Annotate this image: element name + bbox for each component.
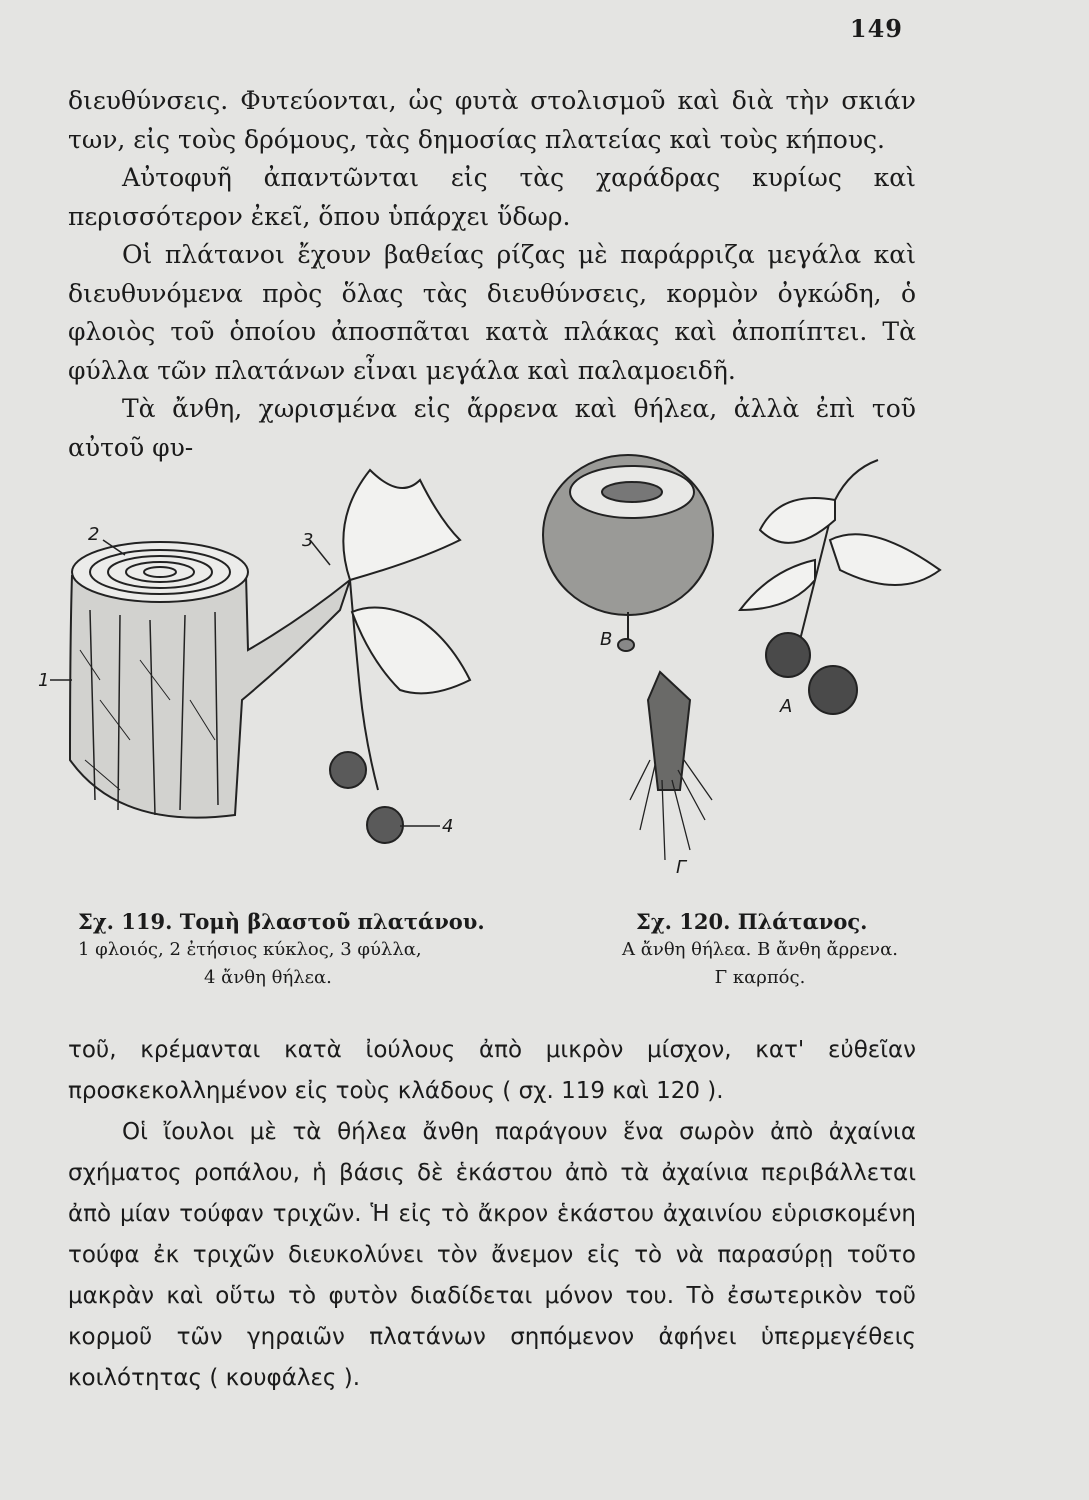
figure-120-female-flowers [740,460,940,714]
caption-line: 1 φλοιός, 2 ἐτήσιος κύκλος, 3 φύλλα, [78,939,422,960]
figure-119-caption [78,908,508,992]
fig119-label-2: 2 [88,524,100,545]
paragraph: τοῦ, κρέμανται κατὰ ἰούλους ἀπὸ μικρὸν μίσχον, κατ' εὐθεῖαν προσκεκολλημένον εἰς τοὺς κλάδους ( σχ. 119 καὶ 120 ). [68,1037,916,1104]
caption-line: Γ καρπός. [714,967,806,988]
figure-120-caption [600,908,920,992]
paragraph: Τὰ ἄνθη, χωρισμένα εἰς ἄρρενα καὶ θήλεα, ἀλλὰ ἐπὶ τοῦ αὐτοῦ φυ- [68,394,916,462]
paragraph: Οἱ πλάτανοι ἔχουν βαθείας ρίζας μὲ παράρριζα μεγάλα καὶ διευθυνόμενα πρὸς ὅλας τὰς διευθύνσεις, κορμὸν ὀγκώδη, ὁ φλοιὸς τοῦ ὁποίου ἀποσπᾶται κατὰ πλάκας καὶ ἀποπίπτει. Τὰ φύλλα τῶν πλατάνων εἶναι μεγάλα καὶ παλαμοειδῆ. [68,240,916,385]
paragraph: Οἱ ἴουλοι μὲ τὰ θήλεα ἄνθη παράγουν ἕνα σωρὸν ἀπὸ ἀχαίνια σχήματος ροπάλου, ἡ βάσις δὲ ἑκάστου ἀπὸ τὰ ἀχαίνια περιβάλλεται ἀπὸ μίαν τούφαν τριχῶν. Ἡ εἰς τὸ ἄκρον ἑκάστου ἀχαινίου εὑρισκομένη τούφα ἐκ τριχῶν διευκολύνει τὸν ἄνεμον εἰς τὸ νὰ παρασύρῃ τοῦτο μακρὰν καὶ οὕτω τὸ φυτὸν διαδίδεται μόνον του. Τὸ ἐσωτερικὸν τοῦ κορμοῦ τῶν γηραιῶν πλατάνων σηπόμενον ἀφήνει ὑπερμεγέθεις κοιλότητας ( κουφάλες ). [68,1119,916,1391]
figure-120-male-flower [543,455,713,651]
caption-line: 4 ἄνθη θήλεα. [204,967,332,988]
fig120-label-b: Β [600,629,613,650]
body-text-top [68,82,916,467]
paragraph: Αὐτοφυῆ ἀπαντῶνται εἰς τὰς χαράδρας κυρίως καὶ περισσότερον ἐκεῖ, ὅπου ὑπάρχει ὕδωρ. [68,163,916,231]
fig120-label-g: Γ [676,857,687,878]
body-text-bottom [68,1030,916,1399]
fig119-label-3: 3 [302,530,314,551]
caption-title: Σχ. 120. Πλάτανος. [636,909,868,934]
figure-illustrations [0,445,1089,915]
caption-line: Α ἄνθη θήλεα. Β ἄνθη ἄρρενα. [622,939,898,960]
figure-119-stump [50,470,470,843]
figure-120-fruit [630,672,712,860]
caption-title: Σχ. 119. Τομὴ βλαστοῦ πλατάνου. [78,909,485,934]
fig120-label-a: Α [780,696,793,717]
fig119-label-4: 4 [442,816,454,837]
page-number: 149 [849,14,903,43]
paragraph: διευθύνσεις. Φυτεύονται, ὡς φυτὰ στολισμοῦ καὶ διὰ τὴν σκιάν των, εἰς τοὺς δρόμους, τὰς δημοσίας πλατείας καὶ τοὺς κήπους. [68,86,916,154]
fig119-label-1: 1 [38,670,50,691]
